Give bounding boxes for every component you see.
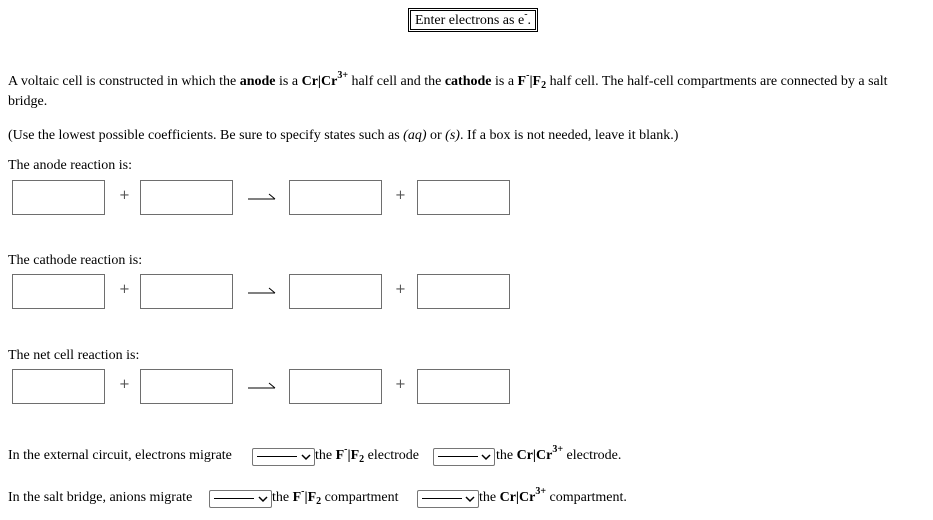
anode-reaction-label: The anode reaction is: — [8, 158, 133, 173]
cathode-reactant-1-input[interactable] — [12, 274, 105, 309]
net-reactant-2-input[interactable] — [140, 369, 233, 404]
electrode-word: electrode. — [563, 448, 622, 463]
text-the: the — [479, 490, 500, 505]
chevron-down-icon — [465, 494, 475, 504]
salt-bridge-direction-2-select[interactable] — [417, 490, 479, 508]
intro-text-2: is a — [275, 74, 302, 89]
chromium-couple: Cr|Cr — [499, 490, 536, 505]
select-blank — [422, 498, 462, 499]
select-blank — [214, 498, 254, 499]
intro-text-3: half cell and the — [348, 74, 445, 89]
cathode-reaction-label: The cathode reaction is: — [8, 253, 143, 268]
external-circuit-prefix: In the external circuit, electrons migrate — [8, 448, 232, 463]
anode-cell-text: Cr|Cr — [301, 74, 338, 89]
right-arrow-icon — [247, 381, 277, 391]
chromium-couple: Cr|Cr — [516, 448, 553, 463]
select-blank — [257, 456, 297, 457]
anode-product-2-input[interactable] — [417, 180, 510, 215]
intro-text-1: A voltaic cell is constructed in which the — [8, 74, 240, 89]
anode-half-cell — [301, 70, 349, 89]
fluoride-symbol: F — [335, 448, 345, 463]
salt-bridge-fluorine-compartment — [272, 486, 399, 507]
fluorine-symbol: |F — [347, 448, 360, 463]
cathode-cell-text-b: |F — [529, 74, 542, 89]
salt-bridge-chromium-compartment — [479, 486, 627, 506]
right-arrow-icon — [247, 286, 277, 296]
salt-bridge-prefix: In the salt bridge, anions migrate — [8, 490, 193, 505]
text-the: the — [315, 448, 336, 463]
net-product-2-input[interactable] — [417, 369, 510, 404]
aq-state: (aq) — [403, 128, 427, 143]
fluoride-charge: - — [301, 486, 305, 497]
text-the: the — [272, 490, 293, 505]
right-arrow-icon — [247, 192, 277, 202]
salt-bridge-direction-1-select[interactable] — [209, 490, 272, 508]
plus-sign: + — [395, 282, 406, 297]
enter-electrons-button[interactable] — [408, 8, 538, 32]
s-state: (s) — [445, 128, 460, 143]
plus-sign: + — [119, 377, 130, 392]
instructions-paragraph — [8, 126, 930, 146]
text-the: the — [496, 448, 517, 463]
instructions-text-2: or — [426, 128, 446, 143]
net-product-1-input[interactable] — [289, 369, 382, 404]
net-reactant-1-input[interactable] — [12, 369, 105, 404]
instructions-text-3: . If a box is not needed, leave it blank.) — [459, 128, 679, 143]
enter-electrons-period: . — [527, 13, 532, 28]
chevron-down-icon — [258, 494, 268, 504]
plus-sign: + — [119, 188, 130, 203]
plus-sign: + — [119, 282, 130, 297]
chromium-charge: 3+ — [552, 444, 564, 455]
fluorine-subscript: 2 — [359, 454, 365, 465]
fluorine-symbol: |F — [304, 490, 317, 505]
external-circuit-direction-2-select[interactable] — [433, 448, 495, 466]
anode-reactant-1-input[interactable] — [12, 180, 105, 215]
compartment-word: compartment — [321, 490, 399, 505]
chromium-charge: 3+ — [535, 486, 547, 497]
cathode-reactant-2-input[interactable] — [140, 274, 233, 309]
cathode-cell-charge: - — [526, 70, 530, 81]
anode-cell-charge: 3+ — [337, 70, 349, 81]
electrode-word: electrode — [364, 448, 419, 463]
fluorine-subscript: 2 — [316, 496, 322, 507]
external-circuit-chromium-electrode — [496, 444, 622, 464]
electron-superscript: - — [524, 9, 528, 20]
external-circuit-direction-1-select[interactable] — [252, 448, 315, 466]
anode-word: anode — [239, 74, 276, 89]
intro-text-4: is a — [491, 74, 518, 89]
fluoride-symbol: F — [292, 490, 302, 505]
cathode-word: cathode — [444, 74, 492, 89]
cathode-product-2-input[interactable] — [417, 274, 510, 309]
external-circuit-fluorine-electrode — [315, 444, 419, 465]
fluoride-charge: - — [344, 444, 348, 455]
intro-paragraph — [8, 72, 930, 112]
cathode-product-1-input[interactable] — [289, 274, 382, 309]
anode-reactant-2-input[interactable] — [140, 180, 233, 215]
instructions-text-1: (Use the lowest possible coefficients. Be sure to specify states such as — [8, 128, 404, 143]
cathode-half-cell — [517, 70, 547, 91]
chevron-down-icon — [481, 452, 491, 462]
plus-sign: + — [395, 377, 406, 392]
compartment-word: compartment. — [546, 490, 627, 505]
plus-sign: + — [395, 188, 406, 203]
net-reaction-label: The net cell reaction is: — [8, 348, 140, 363]
anode-product-1-input[interactable] — [289, 180, 382, 215]
chevron-down-icon — [301, 452, 311, 462]
enter-electrons-label: Enter electrons as e — [414, 13, 525, 28]
cathode-cell-text-a: F — [517, 74, 527, 89]
select-blank — [438, 456, 478, 457]
cathode-cell-subscript: 2 — [541, 80, 547, 91]
intro-text-5: half cell. The half-cell compartments are connected by a salt bridge. — [8, 74, 888, 109]
